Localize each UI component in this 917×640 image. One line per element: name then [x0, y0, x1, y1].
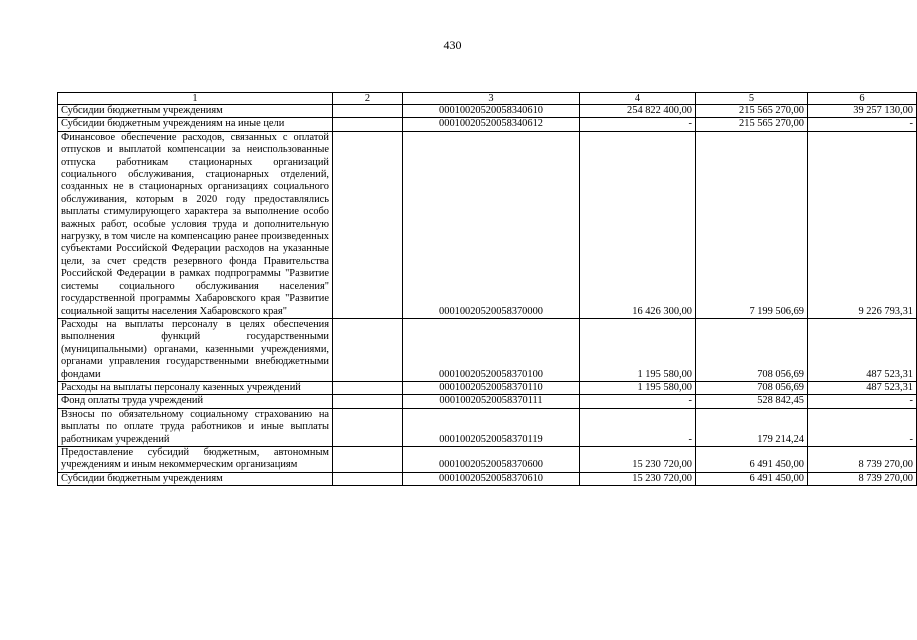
row-name: Финансовое обеспечение расходов, связанных с оплатой отпусков и выплатой компенсации за неиспользованные отпуска работникам стационарных организаций социального обслуживания, стационарных отделений, созданных не в стационарных организациях социального обслуживания, которым в 2020 году предоставлялись выплаты стимулирующего характера за выполнение особо важных работ, особые условия труда и дополнительную нагрузку, в том числе на компенсацию ранее произведенных субъектами Российской Федерации расходов на указанные цели, за счет средств резервного фонда Правительства Российской Федерации в рамках подпрограммы "Развитие системы социального обслуживания населения" государственной программы Хабаровского края "Развитие социальной защиты населения Хабаровского края" [58, 131, 333, 318]
table-header-row [58, 93, 917, 105]
row-value-6: - [808, 395, 917, 408]
row-value-6: - [808, 118, 917, 131]
row-value-4: - [580, 395, 696, 408]
row-value-5: 708 056,69 [696, 381, 808, 394]
row-code: 00010020520058370610 [403, 472, 580, 485]
table-row [58, 318, 917, 381]
budget-table [57, 92, 917, 486]
row-code: 00010020520058370111 [403, 395, 580, 408]
column-header: 6 [808, 93, 917, 105]
row-value-5: 179 214,24 [696, 408, 808, 446]
row-col2 [333, 472, 403, 485]
row-col2 [333, 318, 403, 381]
row-name: Субсидии бюджетным учреждениям [58, 105, 333, 118]
row-value-6: 39 257 130,00 [808, 105, 917, 118]
row-name: Взносы по обязательному социальному страхованию на выплаты по оплате труда работников и иные выплаты работникам учреждений [58, 408, 333, 446]
row-name: Фонд оплаты труда учреждений [58, 395, 333, 408]
row-value-4: 15 230 720,00 [580, 446, 696, 472]
row-value-4: 254 822 400,00 [580, 105, 696, 118]
column-header: 3 [403, 93, 580, 105]
row-code: 00010020520058370119 [403, 408, 580, 446]
row-name: Субсидии бюджетным учреждениям [58, 472, 333, 485]
row-value-5: 528 842,45 [696, 395, 808, 408]
row-name: Субсидии бюджетным учреждениям на иные цели [58, 118, 333, 131]
table-row [58, 118, 917, 131]
row-value-5: 6 491 450,00 [696, 472, 808, 485]
table-row [58, 381, 917, 394]
row-code: 00010020520058370100 [403, 318, 580, 381]
row-col2 [333, 118, 403, 131]
table-row [58, 131, 917, 318]
row-col2 [333, 105, 403, 118]
row-value-4: 1 195 580,00 [580, 318, 696, 381]
row-code: 00010020520058340610 [403, 105, 580, 118]
page-number: 430 [443, 38, 462, 52]
row-value-6: 8 739 270,00 [808, 472, 917, 485]
row-value-6: 487 523,31 [808, 318, 917, 381]
column-header: 5 [696, 93, 808, 105]
column-header: 1 [58, 93, 333, 105]
row-code: 00010020520058340612 [403, 118, 580, 131]
row-value-5: 215 565 270,00 [696, 118, 808, 131]
row-value-5: 708 056,69 [696, 318, 808, 381]
row-col2 [333, 395, 403, 408]
row-value-6: 9 226 793,31 [808, 131, 917, 318]
row-col2 [333, 381, 403, 394]
table-row [58, 446, 917, 472]
table-row [58, 105, 917, 118]
row-code: 00010020520058370600 [403, 446, 580, 472]
row-col2 [333, 446, 403, 472]
table-row [58, 472, 917, 485]
row-value-6: - [808, 408, 917, 446]
row-name: Расходы на выплаты персоналу в целях обеспечения выполнения функций государственными (муниципальными) органами, казенными учреждениями, органами управления государственными внебюджетными фондами [58, 318, 333, 381]
row-value-5: 6 491 450,00 [696, 446, 808, 472]
row-value-4: - [580, 118, 696, 131]
row-value-6: 487 523,31 [808, 381, 917, 394]
row-code: 00010020520058370000 [403, 131, 580, 318]
row-value-6: 8 739 270,00 [808, 446, 917, 472]
row-name: Расходы на выплаты персоналу казенных учреждений [58, 381, 333, 394]
column-header: 4 [580, 93, 696, 105]
table-row [58, 395, 917, 408]
row-value-4: 1 195 580,00 [580, 381, 696, 394]
row-value-4: 15 230 720,00 [580, 472, 696, 485]
row-code: 00010020520058370110 [403, 381, 580, 394]
column-header: 2 [333, 93, 403, 105]
row-value-4: - [580, 408, 696, 446]
row-value-5: 215 565 270,00 [696, 105, 808, 118]
row-col2 [333, 131, 403, 318]
row-value-5: 7 199 506,69 [696, 131, 808, 318]
row-value-4: 16 426 300,00 [580, 131, 696, 318]
row-col2 [333, 408, 403, 446]
row-name: Предоставление субсидий бюджетным, автономным учреждениям и иным некоммерческим организациям [58, 446, 333, 472]
table-row [58, 408, 917, 446]
